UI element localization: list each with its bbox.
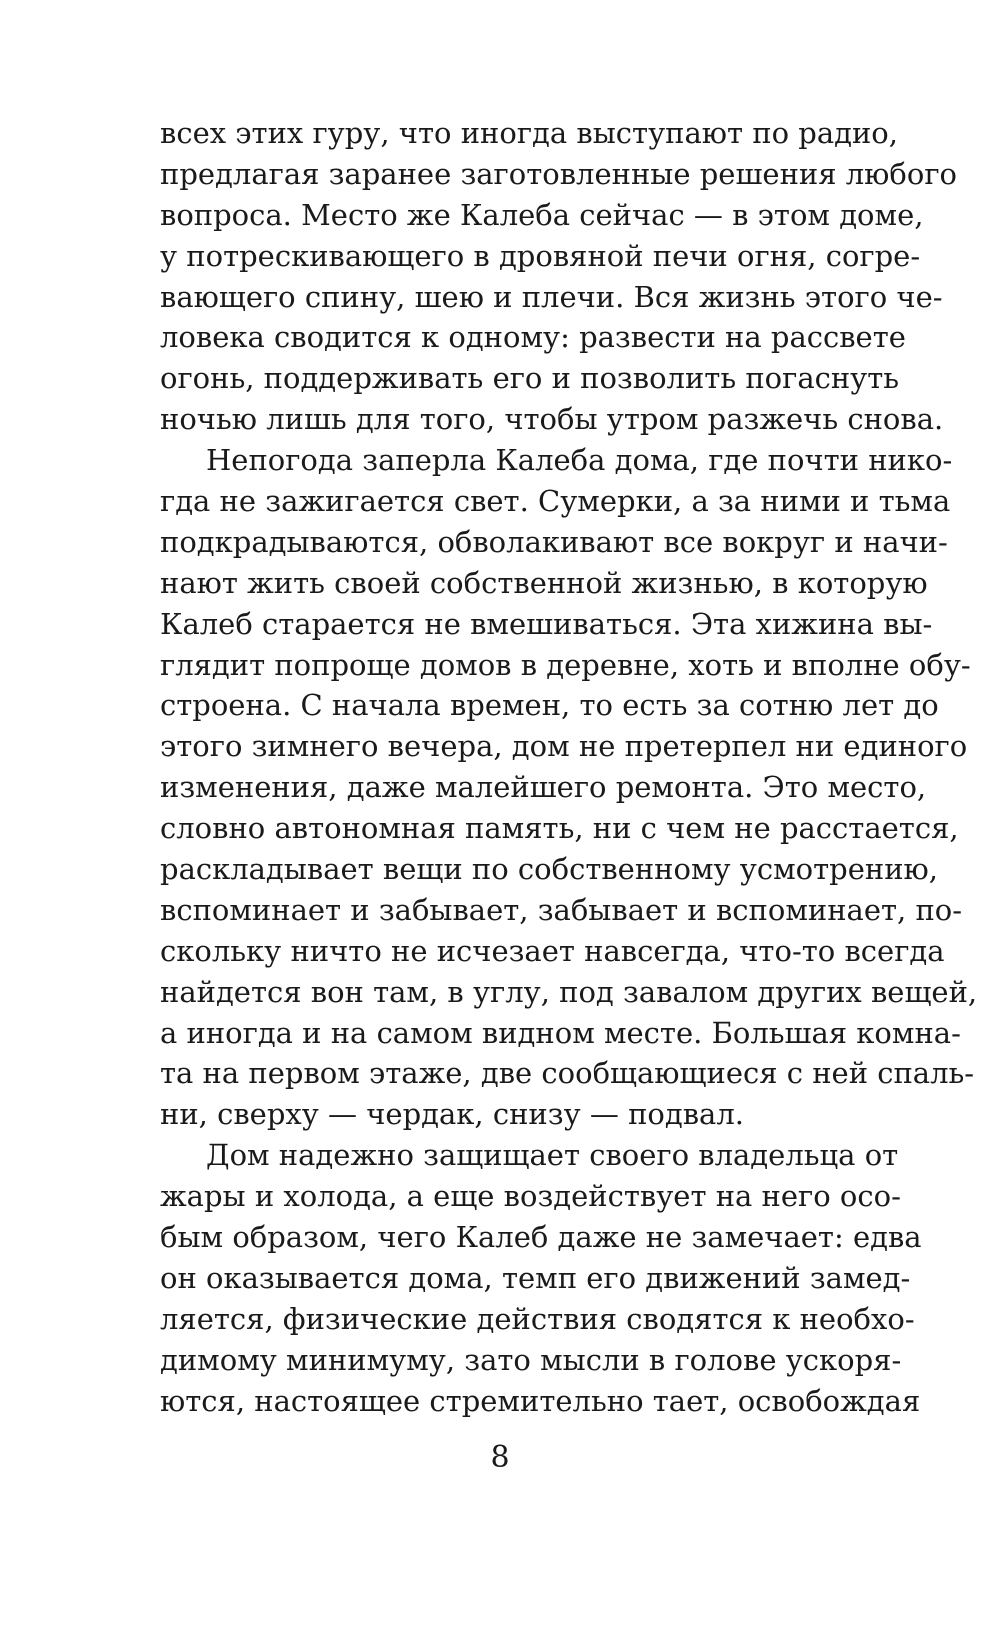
paragraph (160, 440, 978, 1135)
text-line: Калеб старается не вмешиваться. Эта хижина вы- (160, 606, 933, 641)
text-line: раскладывает вещи по собственному усмотрению, (160, 852, 939, 887)
text-line: бым образом, чего Калеб даже не замечает: едва (160, 1220, 922, 1255)
paragraph (160, 113, 958, 440)
text-line: глядит попроще домов в деревне, хоть и вполне обу- (160, 647, 971, 682)
text-line: изменения, даже малейшего ремонта. Это место, (160, 770, 927, 805)
text-line: подкрадываются, обволакивают все вокруг и начи- (160, 524, 948, 559)
text-line: у потрескивающего в дровяной печи огня, согре- (160, 238, 921, 273)
text-line: ловека сводится к одному: развести на рассвете (160, 320, 906, 355)
text-line: гда не зажигается свет. Сумерки, а за ними и тьма (160, 484, 951, 519)
text-line: Дом надежно защищает своего владельца от (206, 1138, 899, 1173)
text-line: а иногда и на самом видном месте. Большая комна- (160, 1015, 961, 1050)
text-line: он оказывается дома, темп его движений замед- (160, 1260, 911, 1295)
text-line: нают жить своей собственной жизнью, в которую (160, 565, 928, 600)
text-line: строена. С начала времен, то есть за сотню лет до (160, 688, 939, 723)
paragraph (160, 1135, 922, 1421)
text-line: предлагая заранее заготовленные решения любого (160, 156, 958, 191)
text-line: ни, сверху — чердак, снизу — подвал. (160, 1097, 744, 1132)
text-line: всех этих гуру, что иногда выступают по радио, (160, 116, 898, 150)
text-line: этого зимнего вечера, дом не претерпел ни единого (160, 729, 968, 764)
text-line: димому минимуму, зато мысли в голове ускоря- (160, 1342, 902, 1377)
text-line: жары и холода, а еще воздействует на него осо- (160, 1179, 901, 1214)
body-text (160, 113, 978, 1422)
text-line: найдется вон там, в углу, под завалом других вещей, (160, 974, 978, 1009)
text-line: та на первом этаже, две сообщающиеся с ней спаль- (160, 1056, 975, 1091)
text-line: огонь, поддерживать его и позволить погаснуть (160, 361, 900, 396)
text-line: словно автономная память, ни с чем не расстается, (160, 811, 959, 846)
text-line: ляется, физические действия сводятся к необхо- (160, 1301, 915, 1336)
text-line: Непогода заперла Калеба дома, где почти нико- (206, 443, 953, 478)
text-line: ются, настоящее стремительно тает, освобождая (160, 1383, 921, 1418)
page-number: 8 (490, 1440, 510, 1475)
text-line: вспоминает и забывает, забывает и вспоминает, по- (160, 892, 963, 927)
text-line: вопроса. Место же Калеба сейчас — в этом доме, (160, 197, 924, 232)
text-line: скольку ничто не исчезает навсегда, что-то всегда (160, 933, 945, 968)
text-line: вающего спину, шею и плечи. Вся жизнь этого че- (160, 279, 943, 314)
text-line: ночью лишь для того, чтобы утром разжечь снова. (160, 402, 944, 437)
